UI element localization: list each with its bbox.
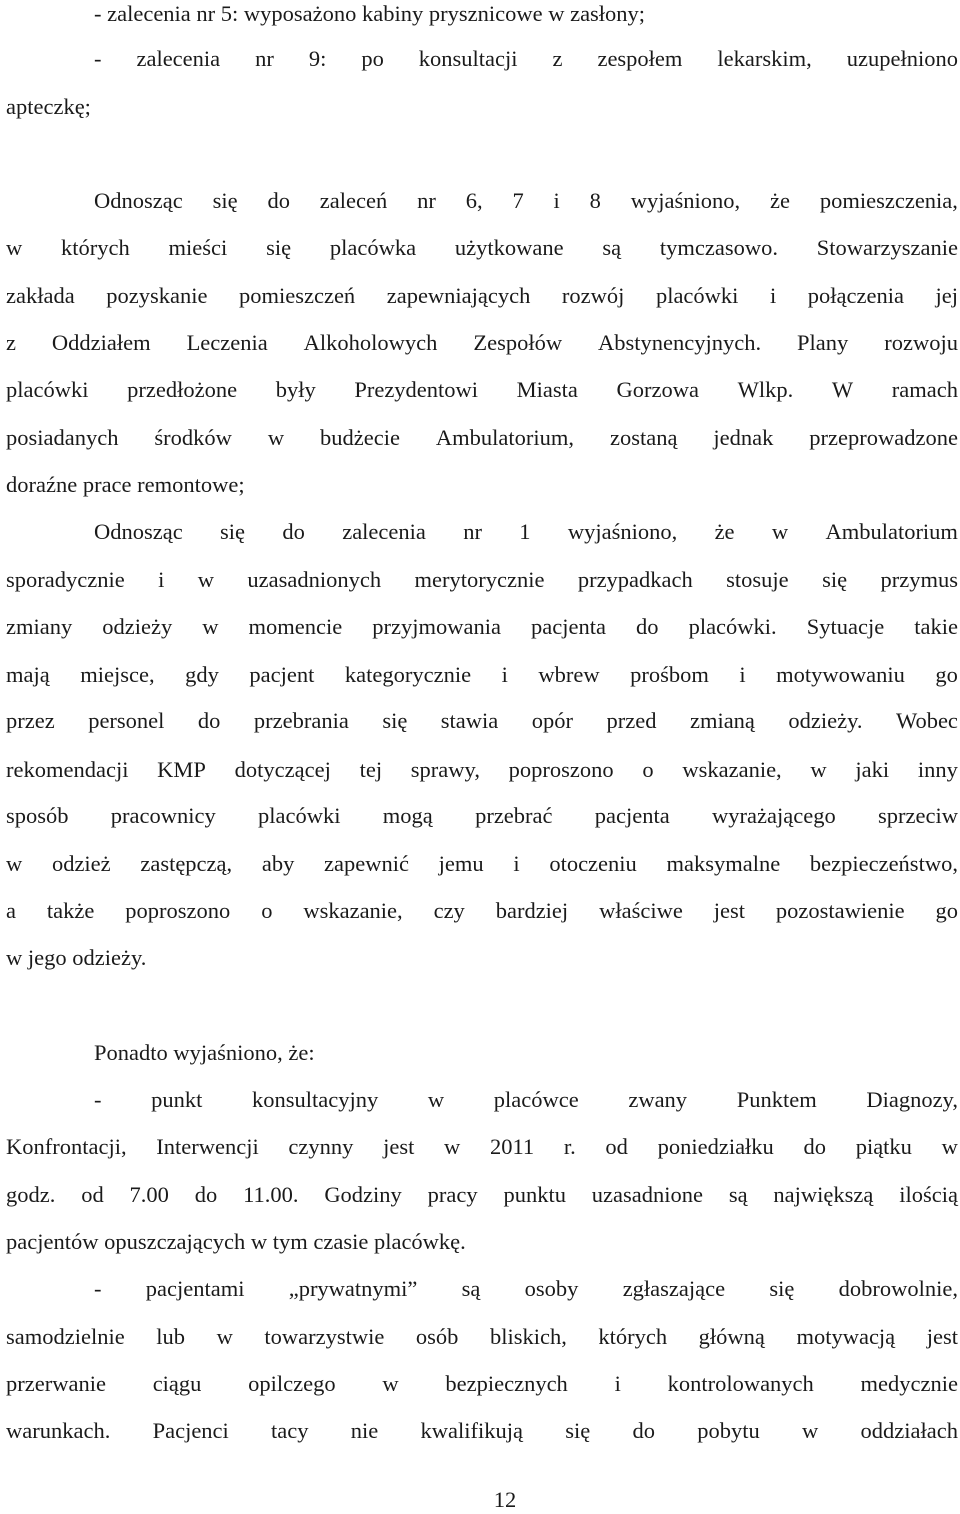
word: od bbox=[81, 1182, 104, 1207]
word: w bbox=[802, 1418, 819, 1443]
word: 2011 bbox=[489, 1134, 535, 1159]
word: Odnosząc bbox=[94, 188, 183, 213]
word: takie bbox=[914, 614, 958, 639]
text-line-17 bbox=[6, 802, 958, 830]
word: tej bbox=[359, 757, 383, 782]
word: Abstynencyjnych. bbox=[598, 330, 762, 355]
word: - bbox=[94, 1276, 102, 1301]
word: miejsce, bbox=[80, 662, 155, 687]
word: środków bbox=[154, 425, 232, 450]
word: r. bbox=[563, 1134, 576, 1159]
word: 7.00 bbox=[129, 1182, 169, 1207]
word: w bbox=[216, 1324, 233, 1349]
word: rozwój bbox=[561, 283, 625, 308]
word: 6, bbox=[465, 188, 483, 213]
word: i bbox=[739, 662, 746, 687]
word: placówki bbox=[258, 803, 341, 828]
word: personel bbox=[88, 708, 165, 733]
word: nr bbox=[417, 188, 436, 213]
word: placówki bbox=[6, 377, 89, 402]
word: i bbox=[614, 1371, 621, 1396]
word: nie bbox=[350, 1418, 379, 1443]
word: że bbox=[714, 519, 735, 544]
word: a bbox=[6, 898, 16, 923]
word: są bbox=[461, 1276, 481, 1301]
word: sprawy, bbox=[410, 757, 480, 782]
word: odzieży bbox=[102, 614, 173, 639]
word: Pacjenci bbox=[152, 1418, 229, 1443]
word: się bbox=[382, 708, 408, 733]
word: punktu bbox=[503, 1182, 566, 1207]
text-line-26 bbox=[94, 1275, 958, 1303]
word: gdy bbox=[185, 662, 219, 687]
word: tacy bbox=[271, 1418, 309, 1443]
word: lekarskim, bbox=[717, 46, 812, 71]
word: osób bbox=[415, 1324, 459, 1349]
word: Godziny bbox=[324, 1182, 402, 1207]
text-line-14 bbox=[6, 661, 958, 689]
word: zalecenia bbox=[136, 46, 221, 71]
word: momencie bbox=[248, 614, 343, 639]
word: właściwe bbox=[599, 898, 683, 923]
text-line-25: pacjentów opuszczających w tym czasie placówkę. bbox=[6, 1229, 466, 1254]
word: „prywatnymi” bbox=[288, 1276, 418, 1301]
word: zakłada bbox=[6, 283, 75, 308]
word: mają bbox=[6, 662, 50, 687]
word: w bbox=[267, 425, 285, 450]
word: prośbom bbox=[630, 662, 709, 687]
word: wskazanie, bbox=[303, 898, 403, 923]
text-line-11 bbox=[94, 518, 958, 546]
word: zalecenia bbox=[342, 519, 426, 544]
word: były bbox=[275, 377, 316, 402]
word: odzieży. bbox=[788, 708, 863, 733]
word: zmiany bbox=[6, 614, 73, 639]
text-line-1: - zalecenia nr 5: wyposażono kabiny prysznicowe w zasłony; bbox=[94, 1, 646, 26]
word: do bbox=[803, 1134, 826, 1159]
word: jej bbox=[935, 283, 958, 308]
word: Diagnozy, bbox=[866, 1087, 958, 1112]
word: przebrania bbox=[253, 708, 349, 733]
word: o bbox=[261, 898, 273, 923]
word: Miasta bbox=[516, 377, 578, 402]
word: warunkach. bbox=[6, 1418, 111, 1443]
word: bardziej bbox=[495, 898, 569, 923]
word: w bbox=[6, 851, 23, 876]
word: w bbox=[202, 614, 219, 639]
word: wskazanie, bbox=[682, 757, 782, 782]
word: przypadkach bbox=[577, 567, 693, 592]
word: się bbox=[220, 519, 246, 544]
word: placówki bbox=[655, 283, 739, 308]
text-line-3: apteczkę; bbox=[6, 94, 91, 119]
word: KMP bbox=[157, 757, 206, 782]
text-line-24 bbox=[6, 1181, 958, 1209]
word: mieści bbox=[168, 235, 228, 260]
word: oddziałach bbox=[860, 1418, 958, 1443]
word: Konfrontacji, bbox=[6, 1134, 127, 1159]
word: Wobec bbox=[896, 708, 958, 733]
word: jaki bbox=[855, 757, 890, 782]
word: Interwencji bbox=[156, 1134, 259, 1159]
word: kwalifikują bbox=[420, 1418, 524, 1443]
word: wyjaśniono, bbox=[567, 519, 678, 544]
word: zostaną bbox=[609, 425, 678, 450]
word: punkt bbox=[151, 1087, 203, 1112]
word: 1 bbox=[519, 519, 531, 544]
text-line-23 bbox=[6, 1133, 958, 1161]
word: konsultacji bbox=[418, 46, 518, 71]
word: maksymalne bbox=[666, 851, 781, 876]
word: tymczasowo. bbox=[659, 235, 778, 260]
word: Alkoholowych bbox=[303, 330, 438, 355]
word: poniedziałku bbox=[657, 1134, 774, 1159]
word: do bbox=[282, 519, 305, 544]
word: użytkowane bbox=[454, 235, 564, 260]
word: zmianą bbox=[689, 708, 755, 733]
word: dobrowolnie, bbox=[838, 1276, 958, 1301]
word: Sytuacje bbox=[806, 614, 885, 639]
word: zwany bbox=[628, 1087, 688, 1112]
word: ciągu bbox=[152, 1371, 202, 1396]
word: placówka bbox=[329, 235, 417, 260]
word: przymus bbox=[880, 567, 958, 592]
word: są bbox=[602, 235, 622, 260]
word: wyjaśniono, bbox=[630, 188, 741, 213]
word: towarzystwie bbox=[264, 1324, 385, 1349]
word: pobytu bbox=[697, 1418, 760, 1443]
word: uzasadnionych bbox=[247, 567, 382, 592]
word: czynny bbox=[288, 1134, 354, 1159]
word: mogą bbox=[382, 803, 433, 828]
word: przyjmowania bbox=[372, 614, 502, 639]
word: placówki. bbox=[688, 614, 777, 639]
word: w bbox=[427, 1087, 445, 1112]
word: 9: bbox=[308, 46, 327, 71]
word: Wlkp. bbox=[737, 377, 794, 402]
word: są bbox=[728, 1182, 748, 1207]
text-line-15 bbox=[6, 707, 958, 735]
word: piątku bbox=[855, 1134, 912, 1159]
word: zastępczą, bbox=[140, 851, 233, 876]
word: go bbox=[935, 898, 958, 923]
word: zespołem bbox=[597, 46, 683, 71]
word: największą bbox=[773, 1182, 874, 1207]
word: samodzielnie bbox=[6, 1324, 125, 1349]
word: i bbox=[158, 567, 165, 592]
word: wyrażającego bbox=[712, 803, 836, 828]
word: pracy bbox=[427, 1182, 478, 1207]
text-line-2 bbox=[94, 45, 958, 73]
word: Ambulatorium bbox=[825, 519, 958, 544]
word: się bbox=[822, 567, 848, 592]
word: opór bbox=[531, 708, 574, 733]
word: się bbox=[769, 1276, 795, 1301]
word: w bbox=[810, 757, 827, 782]
word: i bbox=[513, 851, 520, 876]
word: konsultacyjny bbox=[252, 1087, 379, 1112]
word: zapewniających bbox=[386, 283, 531, 308]
word: budżecie bbox=[320, 425, 400, 450]
word: pozostawienie bbox=[775, 898, 905, 923]
word: których bbox=[598, 1324, 668, 1349]
word: motywowaniu bbox=[776, 662, 905, 687]
word: uzasadnione bbox=[591, 1182, 703, 1207]
word: zapewnić bbox=[324, 851, 409, 876]
word: Ambulatorium, bbox=[435, 425, 575, 450]
text-line-28 bbox=[6, 1370, 958, 1398]
word: w bbox=[6, 235, 23, 260]
word: go bbox=[935, 662, 958, 687]
word: motywacją bbox=[796, 1324, 896, 1349]
text-line-6 bbox=[6, 282, 958, 310]
word: przed bbox=[606, 708, 657, 733]
word: posiadanych bbox=[6, 425, 119, 450]
word: przeprowadzone bbox=[809, 425, 958, 450]
word: inny bbox=[917, 757, 958, 782]
word: do bbox=[194, 1182, 218, 1207]
word: poproszono bbox=[508, 757, 614, 782]
text-line-19 bbox=[6, 897, 958, 925]
word: zaleceń bbox=[319, 188, 388, 213]
word: do bbox=[636, 614, 659, 639]
word: aby bbox=[261, 851, 295, 876]
word: rozwoju bbox=[884, 330, 958, 355]
word: w bbox=[444, 1134, 461, 1159]
word: dotyczącej bbox=[234, 757, 331, 782]
word: od bbox=[605, 1134, 628, 1159]
word: do bbox=[197, 708, 221, 733]
word: bezpiecznych bbox=[445, 1371, 568, 1396]
word: Stowarzyszanie bbox=[816, 235, 958, 260]
word: pomieszczeń bbox=[238, 283, 356, 308]
text-line-18 bbox=[6, 850, 958, 878]
word: sporadycznie bbox=[6, 567, 125, 592]
word: rekomendacji bbox=[6, 757, 129, 782]
text-line-20: w jego odzieży. bbox=[6, 945, 147, 970]
text-line-8 bbox=[6, 376, 958, 404]
word: do bbox=[632, 1418, 656, 1443]
word: w bbox=[941, 1134, 958, 1159]
word: których bbox=[61, 235, 130, 260]
word: Punktem bbox=[736, 1087, 817, 1112]
word: o bbox=[642, 757, 654, 782]
word: w bbox=[771, 519, 789, 544]
word: otoczeniu bbox=[549, 851, 637, 876]
word: bliskich, bbox=[489, 1324, 567, 1349]
word: jemu bbox=[438, 851, 484, 876]
text-line-29 bbox=[6, 1417, 958, 1445]
text-line-16 bbox=[6, 756, 958, 784]
word: przedłożone bbox=[127, 377, 238, 402]
word: stawia bbox=[440, 708, 499, 733]
word: poproszono bbox=[125, 898, 231, 923]
word: kategorycznie bbox=[344, 662, 472, 687]
word: nr bbox=[255, 46, 274, 71]
word: placówce bbox=[493, 1087, 579, 1112]
text-line-4 bbox=[94, 187, 958, 215]
word: opilczego bbox=[248, 1371, 336, 1396]
word: 11.00. bbox=[243, 1182, 299, 1207]
word: po bbox=[361, 46, 384, 71]
word: przerwanie bbox=[6, 1371, 106, 1396]
word: w bbox=[382, 1371, 399, 1396]
word: z bbox=[6, 330, 16, 355]
word: odzież bbox=[51, 851, 111, 876]
word: pacjenta bbox=[531, 614, 606, 639]
word: pomieszczenia, bbox=[819, 188, 958, 213]
word: pacjent bbox=[249, 662, 315, 687]
word: i bbox=[769, 283, 777, 308]
word: jest bbox=[383, 1134, 415, 1159]
word: czy bbox=[433, 898, 465, 923]
word: osoby bbox=[524, 1276, 579, 1301]
word: jest bbox=[713, 898, 745, 923]
page-number: 12 bbox=[493, 1487, 517, 1512]
word: jest bbox=[926, 1324, 958, 1349]
word: W bbox=[831, 377, 854, 402]
word: zgłaszające bbox=[622, 1276, 726, 1301]
word: kontrolowanych bbox=[667, 1371, 814, 1396]
word: połączenia bbox=[807, 283, 904, 308]
word: się bbox=[565, 1418, 591, 1443]
word: się bbox=[212, 188, 238, 213]
word: wbrew bbox=[538, 662, 600, 687]
word: nr bbox=[463, 519, 482, 544]
word: główną bbox=[698, 1324, 765, 1349]
word: pozyskanie bbox=[106, 283, 208, 308]
text-line-12 bbox=[6, 566, 958, 594]
text-line-27 bbox=[6, 1323, 958, 1351]
word: medycznie bbox=[860, 1371, 958, 1396]
word: pacjentami bbox=[145, 1276, 245, 1301]
text-line-5 bbox=[6, 234, 958, 262]
word: stosuje bbox=[726, 567, 789, 592]
word: że bbox=[770, 188, 790, 213]
word: do bbox=[267, 188, 290, 213]
word: lub bbox=[156, 1324, 186, 1349]
word: jednak bbox=[713, 425, 774, 450]
word: godz. bbox=[6, 1182, 56, 1207]
word: Leczenia bbox=[186, 330, 268, 355]
word: Gorzowa bbox=[616, 377, 700, 402]
word: ramach bbox=[891, 377, 958, 402]
word: z bbox=[552, 46, 563, 71]
word: i bbox=[501, 662, 508, 687]
text-line-9 bbox=[6, 424, 958, 452]
word: także bbox=[46, 898, 95, 923]
word: 7 bbox=[512, 188, 524, 213]
word: Oddziałem bbox=[51, 330, 151, 355]
word: i bbox=[553, 188, 560, 213]
word: w bbox=[197, 567, 214, 592]
word: Prezydentowi bbox=[354, 377, 479, 402]
word: merytorycznie bbox=[414, 567, 545, 592]
word: - bbox=[94, 1087, 102, 1112]
word: się bbox=[266, 235, 292, 260]
word: Odnosząc bbox=[94, 519, 183, 544]
text-line-22 bbox=[94, 1086, 958, 1114]
word: przez bbox=[6, 708, 55, 733]
word: Zespołów bbox=[473, 330, 563, 355]
text-line-7 bbox=[6, 329, 958, 357]
word: ilością bbox=[899, 1182, 958, 1207]
word: bezpieczeństwo, bbox=[809, 851, 958, 876]
word: przebrać bbox=[475, 803, 553, 828]
word: Plany bbox=[797, 330, 849, 355]
word: pracownicy bbox=[110, 803, 216, 828]
word: 8 bbox=[589, 188, 601, 213]
word: pacjenta bbox=[594, 803, 670, 828]
word: sposób bbox=[6, 803, 69, 828]
text-line-13 bbox=[6, 613, 958, 641]
word: - bbox=[94, 46, 102, 71]
word: sprzeciw bbox=[877, 803, 958, 828]
word: uzupełniono bbox=[846, 46, 958, 71]
text-line-10: doraźne prace remontowe; bbox=[6, 472, 245, 497]
text-line-21: Ponadto wyjaśniono, że: bbox=[94, 1040, 315, 1065]
